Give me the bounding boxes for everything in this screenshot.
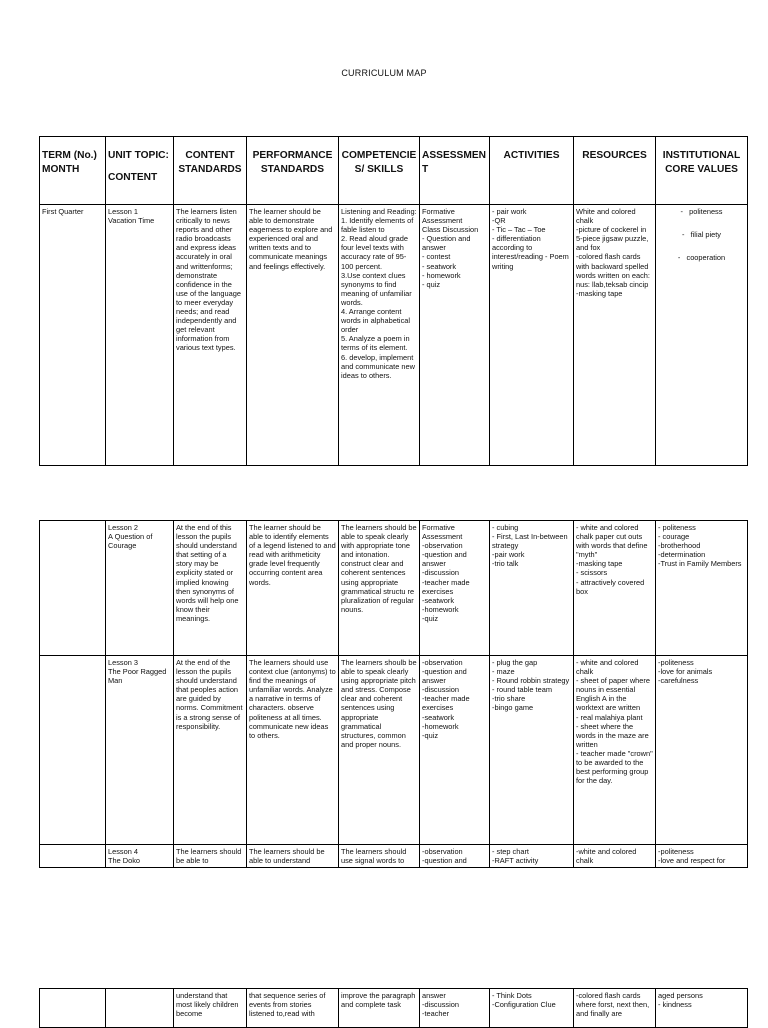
cell-term xyxy=(40,989,106,1028)
core-values-list xyxy=(658,207,745,262)
cell-competencies: Listening and Reading: 1. Identify elements of fable listen to 2. Read aloud grade four level texts with accuracy rate of 95-100 percent. 3.Use context clues synonyms to find meaning of unfamiliar words. 4. Arrange content words in alphabetical order 5. Analyze a poem in terms of its element. 6. develop, implement and communicate new ideas to others. xyxy=(339,205,420,466)
header-performance-standards: PERFORMANCE STANDARDS xyxy=(247,137,339,205)
header-activities: ACTIVITIES xyxy=(490,137,574,205)
table-row xyxy=(40,205,748,466)
cell-content-standards: At the end of the lesson the pupils should understand that peoples action are guided by norms. Commitment is a strong sense of responsibility. xyxy=(174,656,247,845)
cell-lesson: Lesson 4 The Doko xyxy=(106,845,174,868)
curriculum-table-1 xyxy=(39,136,748,466)
cell-activities: - cubing - First, Last In-between strategy -pair work -trio talk xyxy=(490,521,574,656)
cell-content-standards: understand that most likely children become xyxy=(174,989,247,1028)
header-resources: RESOURCES xyxy=(574,137,656,205)
header-core-values: INSTITUTIONAL CORE VALUES xyxy=(656,137,748,205)
cell-content-standards: The learners listen critically to news reports and other radio broadcasts and express ideas accurately in oral and writtenforms; demonstrate confidence in the use of the language to meer everyday needs; and read independently and get relevant information from various text types. xyxy=(174,205,247,466)
cell-core-values: - politeness - courage -brotherhood -determination -Trust in Family Members xyxy=(656,521,748,656)
cell-core-values: aged persons - kindness xyxy=(656,989,748,1028)
cell-competencies: The learners should use signal words to xyxy=(339,845,420,868)
cell-assessment: -observation -question and answer -discussion -teacher made exercises -seatwork -homework -quiz xyxy=(420,656,490,845)
cell-assessment: Formative Assessment Class Discussion - Question and answer - contest - seatwork - homework - quiz xyxy=(420,205,490,466)
cell-competencies: The learners shoulb be able to speak clearly using appropriate pitch and stress. Compose clear and coherent sentences using appropriate grammatical structures, common and proper nouns. xyxy=(339,656,420,845)
table-row xyxy=(40,521,748,656)
cell-activities: - Think Dots -Configuration Clue xyxy=(490,989,574,1028)
cell-performance-standards: The learner should be able to demonstrate eagerness to explore and experienced oral and written texts and to communicate meanings and feelings effectively. xyxy=(247,205,339,466)
cell-resources: - white and colored chalk paper cut outs with words that define "myth" -masking tape - scissors - attractively covered box xyxy=(574,521,656,656)
cell-term xyxy=(40,521,106,656)
core-value-item: - cooperation xyxy=(677,253,726,263)
cell-activities: - pair work -QR - Tic – Tac – Toe - differentiation according to interest/reading - Poem writing xyxy=(490,205,574,466)
table-row xyxy=(40,989,748,1028)
header-competencies: COMPETENCIE S/ SKILLS xyxy=(339,137,420,205)
cell-core-values xyxy=(656,205,748,466)
cell-activities: - step chart -RAFT activity xyxy=(490,845,574,868)
header-content-standards: CONTENT STANDARDS xyxy=(174,137,247,205)
header-unit-topic xyxy=(106,137,174,205)
core-value-item: - politeness xyxy=(680,207,723,216)
cell-core-values: -politeness -love for animals -carefulness xyxy=(656,656,748,845)
cell-resources: White and colored chalk -picture of cockerel in 5-piece jigsaw puzzle, and fox -colored flash cards with backward spelled words written on each: nus: llab,teksab cincip -masking tape xyxy=(574,205,656,466)
curriculum-table-2 xyxy=(39,520,748,868)
cell-resources: - white and colored chalk - sheet of paper where nouns in essential English A in the worktext are written - real malahiya plant - sheet where the words in the maze are written - teacher made "crown" to be awarded to the best performing group for the day. xyxy=(574,656,656,845)
header-content-label: CONTENT xyxy=(108,171,158,183)
table-row xyxy=(40,845,748,868)
core-value-item: - filial piety xyxy=(681,230,722,240)
header-assessment: ASSESSMENT xyxy=(420,137,490,205)
cell-lesson: Lesson 3 The Poor Ragged Man xyxy=(106,656,174,845)
table-row xyxy=(40,656,748,845)
cell-core-values: -politeness -love and respect for xyxy=(656,845,748,868)
cell-content-standards: The learners should be able to xyxy=(174,845,247,868)
header-unit-topic-label: UNIT TOPIC: xyxy=(108,150,169,161)
cell-competencies: The learners should be able to speak clearly with appropriate tone and intonation. construct clear and coherent sentences using appropriate grammatical structu re pluralization of regular nouns. xyxy=(339,521,420,656)
cell-term xyxy=(40,656,106,845)
cell-assessment: Formative Assessment -observation -question and answer -discussion -teacher made exercises -seatwork -homework -quiz xyxy=(420,521,490,656)
cell-lesson: Lesson 1 Vacation Time xyxy=(106,205,174,466)
cell-assessment: answer -discussion -teacher xyxy=(420,989,490,1028)
cell-term xyxy=(40,845,106,868)
cell-lesson: Lesson 2 A Question of Courage xyxy=(106,521,174,656)
cell-assessment: -observation -question and xyxy=(420,845,490,868)
cell-performance-standards: The learners should use context clue (antonyms) to find the meanings of unfamiliar words. Analyze a narrative in terms of characters. observe politeness at all times. communicate new ideas to others. xyxy=(247,656,339,845)
cell-content-standards: At the end of this lesson the pupils should understand that setting of a story may be explicity stated or implied knowing then synonyms of words will help one know their meanings. xyxy=(174,521,247,656)
cell-performance-standards: that sequence series of events from stories listened to,read with xyxy=(247,989,339,1028)
cell-resources: -colored flash cards where forst, next then, and finally are xyxy=(574,989,656,1028)
header-term: TERM (No.) MONTH xyxy=(40,137,106,205)
cell-performance-standards: The learner should be able to identify elements of a legend listened to and read with arithmeticity grade level frequently occurring content area words. xyxy=(247,521,339,656)
header-row xyxy=(40,137,748,205)
cell-term: First Quarter xyxy=(40,205,106,466)
cell-resources: -white and colored chalk xyxy=(574,845,656,868)
page-title: CURRICULUM MAP xyxy=(341,68,427,78)
cell-performance-standards: The learners should be able to understand xyxy=(247,845,339,868)
cell-competencies: improve the paragraph and complete task xyxy=(339,989,420,1028)
cell-activities: - plug the gap - maze - Round robbin strategy - round table team -trio share -bingo game xyxy=(490,656,574,845)
cell-lesson xyxy=(106,989,174,1028)
curriculum-table-3 xyxy=(39,988,748,1028)
